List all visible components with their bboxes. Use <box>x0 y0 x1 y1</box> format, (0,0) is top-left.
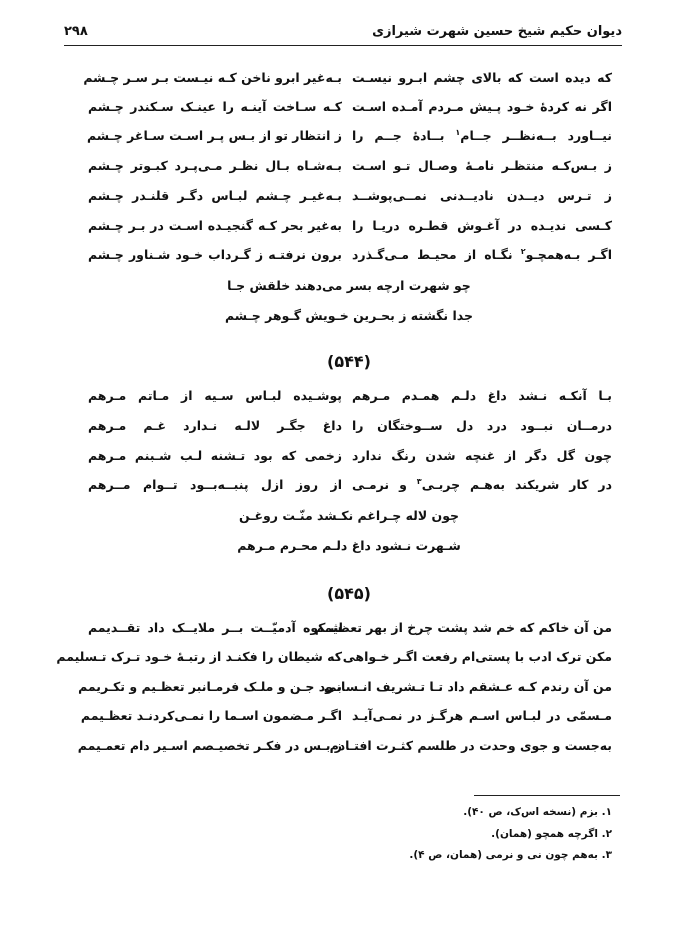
verse-left: ز بـس در فکـر تخصیـصم اسـیر دام تعمـیمم <box>77 738 342 753</box>
footnote-marker: ۲ <box>520 246 526 256</box>
verse-right: ز تـرس دیــدن نادیــدنی نمــی‌پوشــد <box>352 188 612 203</box>
closing-verse: چون لاله چـراغم نکـشد منّـت روغـن <box>238 508 460 523</box>
verse-right <box>352 247 612 271</box>
verse-right: مـسمّی در لبـاس اسـم هرگـز در نمـی‌آیـد <box>352 708 612 723</box>
verse-right: درمــان نبــود درد دل ســوختگان را <box>352 418 612 433</box>
verse-left: برون نرفتـه ز گـرداب خـود شـناور چـشم <box>88 247 342 262</box>
footnote: ۲. اگرچه همچو (همان). <box>491 828 612 840</box>
verse-left: بـود جـن و ملـک فرمـانبر تعظـیم و تکـریمم <box>78 679 342 694</box>
verse-left: بـه‌غیـر چـشم لبـاس دگـر قلنـدر چـشم <box>88 188 342 203</box>
footnote-marker: ۳ <box>416 476 422 486</box>
poem-number-heading: (۵۴۴) <box>327 352 371 371</box>
closing-verse: جدا نگشته ز بحـرین خـویش گـوهر چـشم <box>225 308 473 323</box>
verse-right: ز بـس‌کـه منتظـر نامـهٔ وصـال تـو اسـت <box>352 158 612 173</box>
verse-text: در کار شریکند به‌هـم چربـی <box>421 477 612 492</box>
footnote: ۳. به‌هم چون نی و نرمی (همان، ص ۴). <box>409 849 612 861</box>
verse-left: از روز ازل پنبــه‌بــود تــوام مــرهم <box>88 477 342 492</box>
verse-text: و نرمـی <box>352 477 417 492</box>
footnote: ۱. بزم (نسخه اس‌ک، ص ۴۰). <box>463 806 612 818</box>
verse-right: من آن خاکم که خم شد پشت چرخ از بهر تعظیمم <box>314 620 612 635</box>
verse-right <box>352 477 612 501</box>
verse-left: به‌غیر بحر کـه گنجیـده اسـت در بـر چـشم <box>88 218 342 233</box>
closing-verse: چو شهرت ارچه بسر می‌دهند خلقش جـا <box>227 278 471 293</box>
verse-left: داغ جگـر لالـه نـدارد غـم مـرهم <box>88 418 342 433</box>
verse-right: به‌جست و جوی وحدت در طلسم کثـرت افتـادم <box>329 738 612 753</box>
verse-text: بــادهٔ جــم را <box>352 128 456 143</box>
verse-text: اگـر بـه‌همچـو <box>525 247 612 262</box>
verse-left: زخمی که بود تـشنه لـب شـبنم مـرهم <box>88 448 342 463</box>
verse-right: که دیده است که بالای چشم ابـرو نیسـت <box>352 70 612 85</box>
verse-left: کـه سـاخت آینـه را عینـک سـکندر چـشم <box>88 99 342 114</box>
header-rule <box>64 45 622 46</box>
verse-left: ز انتظار تو از بـس پـر اسـت سـاغر چـشم <box>86 128 342 143</box>
verse-right: اگر نه کردهٔ خـود پـیش مـردم آمـده اسـت <box>352 99 612 114</box>
verse-left: بـه‌غیر ابرو ناخن کـه نیـست بـر سـر چـشم <box>83 70 342 85</box>
verse-right <box>352 128 612 152</box>
page-number: ۲۹۸ <box>64 24 88 39</box>
poem-number-heading: (۵۴۵) <box>327 584 371 603</box>
footnote-marker: ۱ <box>455 127 461 137</box>
verse-right: چون گل دگر از غنچه شدن رنگ ندارد <box>352 448 612 463</box>
verse-left: بـه‌شـاه بـال نظـر مـی‌پـرد کبـوتر چـشم <box>88 158 342 173</box>
verse-text: نگـاه از محیـط مـی‌گـذرد <box>352 247 521 262</box>
verse-right: من آن رندم کـه عـشقم داد تـا تـشریف انـسانی <box>323 679 612 694</box>
verse-right: مکن ترک ادب با پستی‌ام رفعت اگـر خـواهی <box>342 649 612 664</box>
verse-left: شـکوه آدمیّــت بــر ملایــک داد تقــدیمم <box>88 620 342 635</box>
verse-right: بـا آنکـه نـشد داغ دلـم همـدم مـرهم <box>352 388 612 403</box>
verse-left: پوشـیده لبـاس سـیه از مـاتم مـرهم <box>88 388 342 403</box>
footnote-rule <box>474 795 620 796</box>
verse-left: اگـر مـضمون اسـما را نمـی‌کردنـد تعظـیمم <box>80 708 342 723</box>
verse-right: کـسی ندیـده در آغـوش قطـره دریـا را <box>352 218 612 233</box>
book-title: دیوان حکیم شیخ حسین شهرت شیرازی <box>372 24 622 39</box>
verse-text: نیــاورد بــه‌نظــر جــام <box>460 128 612 143</box>
closing-verse: شـهرت نـشود داغ دلـم محـرم مـرهم <box>237 538 461 553</box>
page-header <box>64 22 622 44</box>
verse-left: که شیطان را فکنـد از رتبـهٔ خـود تـرک تـسلیمم <box>56 649 342 664</box>
